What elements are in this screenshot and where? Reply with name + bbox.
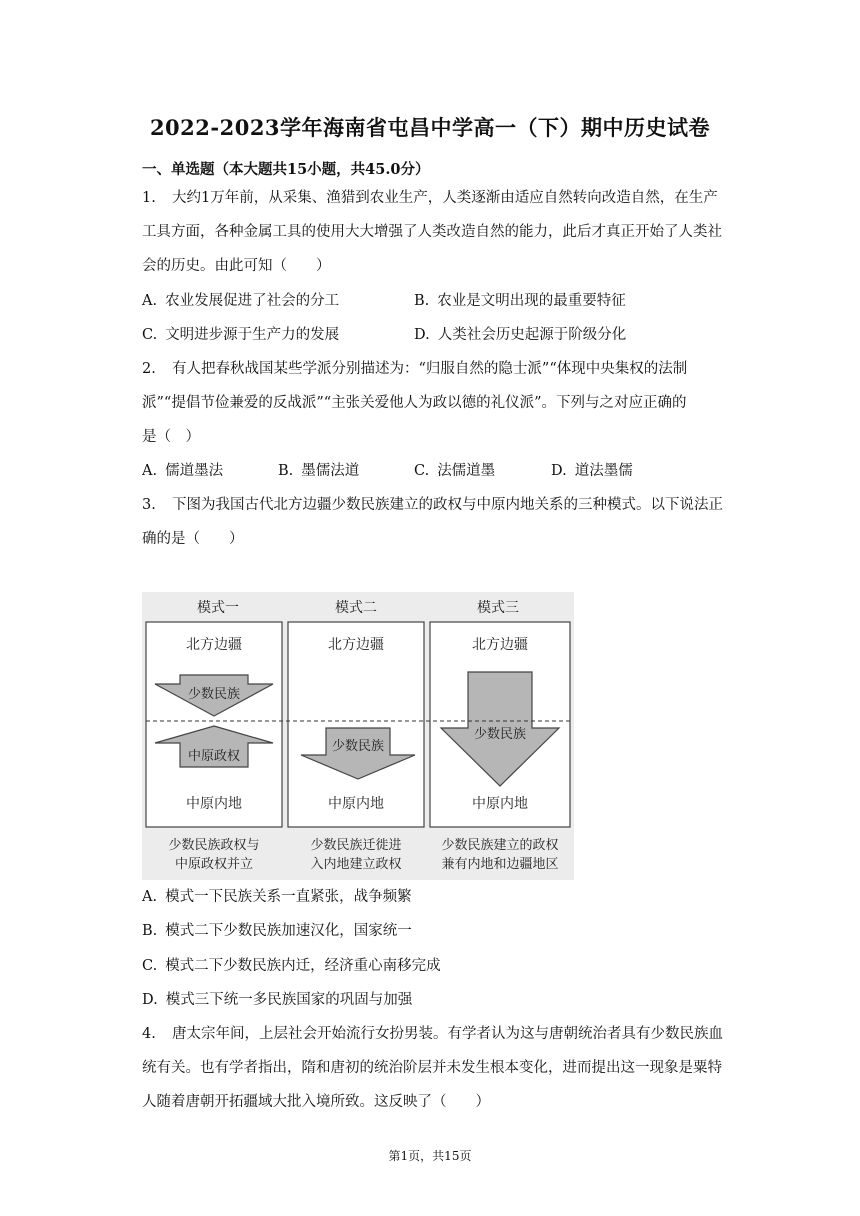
- question-number: 3.: [142, 497, 156, 513]
- option-2d[interactable]: D. 道法墨儒: [551, 463, 633, 479]
- north-label: 北方边疆: [328, 637, 384, 653]
- question-text-line: 唐太宗年间，上层社会开始流行女扮男装。有学者认为这与唐朝统治者具有少数民族血: [172, 1026, 723, 1042]
- central-land-label: 中原内地: [328, 796, 384, 812]
- question-text-line: 有人把春秋战国某些学派分别描述为：“归服自然的隐士派”“体现中央集权的法制: [172, 361, 688, 377]
- option-1b[interactable]: B. 农业是文明出现的最重要特征: [414, 293, 626, 309]
- option-1d[interactable]: D. 人类社会历史起源于阶级分化: [414, 327, 627, 343]
- question-number: 1.: [142, 190, 156, 206]
- exam-title: 2022-2023学年海南省屯昌中学高一（下）期中历史试卷: [149, 115, 711, 140]
- north-label: 北方边疆: [186, 637, 242, 653]
- mode-2-label: 模式二: [335, 600, 377, 616]
- question-text-line: 统有关。也有学者指出，隋和唐初的统治阶层并未发生根本变化，进而提出这一现象是粟特: [142, 1060, 722, 1076]
- central-land-label: 中原内地: [186, 796, 242, 812]
- question-text-line: 派”“提倡节俭兼爱的反战派”“主张关爱他人为政以德的礼仪派”。下列与之对应正确的: [142, 395, 687, 411]
- minority-label: 少数民族: [187, 687, 241, 702]
- mode-3-label: 模式三: [477, 600, 519, 616]
- caption-line: 少数民族迁徙进: [310, 838, 402, 853]
- central-regime-label: 中原政权: [187, 749, 241, 764]
- minority-label: 少数民族: [331, 739, 385, 754]
- question-number: 2.: [142, 361, 156, 377]
- question-text-line: 工具方面，各种金属工具的使用大大增强了人类改造自然的能力，此后才真正开始了人类社: [142, 224, 722, 240]
- question-2: [142, 352, 752, 454]
- caption-line: 兼有内地和边疆地区: [441, 857, 559, 872]
- question-text-line: 确的是（ ）: [142, 531, 244, 547]
- mode-1-label: 模式一: [197, 600, 239, 616]
- option-1a[interactable]: A. 农业发展促进了社会的分工: [142, 293, 340, 309]
- question-text-line: 是（ ）: [142, 429, 200, 445]
- caption-line: 入内地建立政权: [310, 857, 402, 872]
- question-text-line: 会的历史。由此可知（ ）: [142, 258, 331, 274]
- section-heading: 一、单选题（本大题共15小题，共45.0分）: [142, 161, 430, 178]
- question-3: [142, 488, 752, 556]
- page-footer: 第1页，共15页: [388, 1149, 472, 1163]
- central-land-label: 中原内地: [472, 796, 528, 812]
- caption-line: 少数民族政权与: [168, 838, 260, 853]
- option-3c[interactable]: C. 模式二下少数民族内迁，经济重心南移完成: [142, 958, 441, 974]
- question-text-line: 下图为我国古代北方边疆少数民族建立的政权与中原内地关系的三种模式。以下说法正: [172, 497, 723, 513]
- question-number: 4.: [142, 1026, 156, 1042]
- option-3a[interactable]: A. 模式一下民族关系一直紧张，战争频繁: [142, 889, 412, 905]
- option-2b[interactable]: B. 墨儒法道: [278, 463, 360, 479]
- minority-label: 少数民族: [473, 727, 527, 742]
- north-label: 北方边疆: [472, 637, 528, 653]
- caption-line: 中原政权并立: [174, 857, 254, 872]
- option-3b[interactable]: B. 模式二下少数民族加速汉化，国家统一: [142, 923, 412, 939]
- option-2a[interactable]: A. 儒道墨法: [142, 463, 224, 479]
- question-1: [142, 181, 752, 283]
- option-2c[interactable]: C. 法儒道墨: [414, 463, 496, 479]
- question-text-line: 大约1万年前，从采集、渔猎到农业生产，人类逐渐由适应自然转向改造自然，在生产: [172, 190, 718, 206]
- relationship-diagram: [142, 592, 574, 880]
- question-4: [142, 1017, 752, 1119]
- option-1c[interactable]: C. 文明进步源于生产力的发展: [142, 327, 340, 343]
- caption-line: 少数民族建立的政权: [441, 838, 559, 853]
- option-3d[interactable]: D. 模式三下统一多民族国家的巩固与加强: [142, 992, 413, 1008]
- question-text-line: 人随着唐朝开拓疆域大批入境所致。这反映了（ ）: [142, 1094, 490, 1110]
